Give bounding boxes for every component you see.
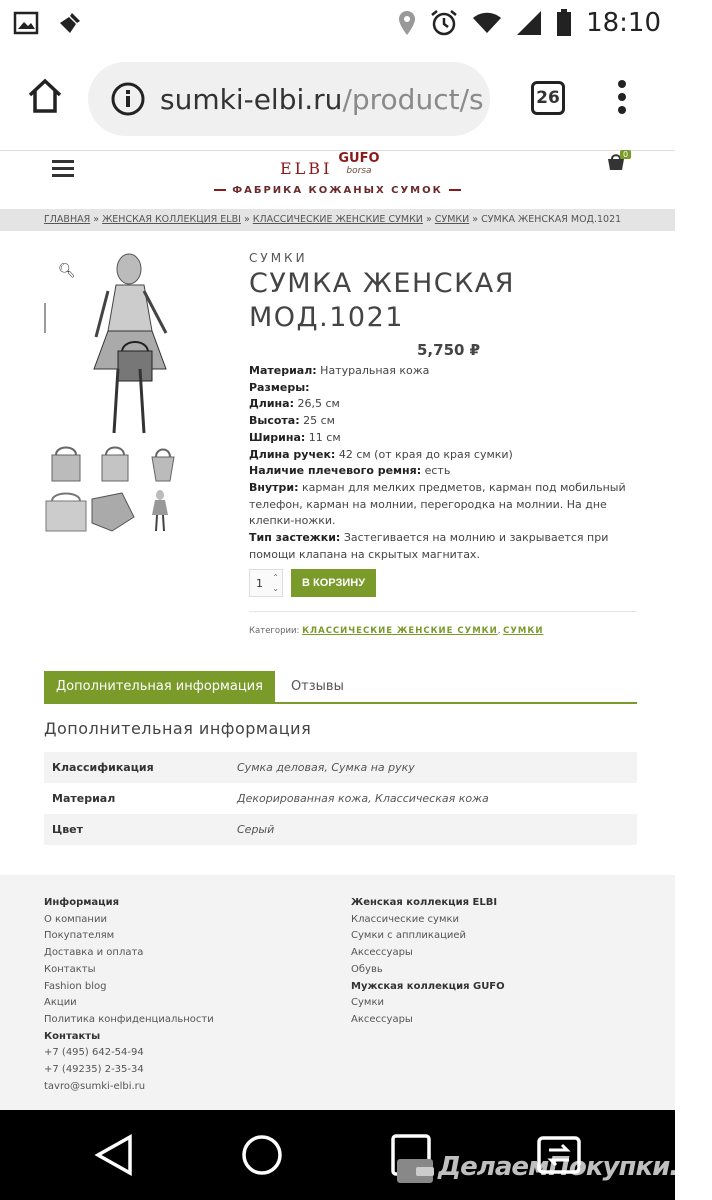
footer-link[interactable]: +7 (495) 642-54-94 xyxy=(44,1047,144,1059)
logo-gufo: GUFO borsa xyxy=(338,151,380,176)
spec-line: Материал: Натуральная кожа xyxy=(249,364,430,377)
table-row: Цвет Серый xyxy=(44,814,637,845)
cart-count-badge: 0 xyxy=(620,150,631,159)
footer-link[interactable]: Fashion blog xyxy=(44,980,107,992)
breadcrumb-home[interactable]: ГЛАВНАЯ xyxy=(44,214,91,225)
divider xyxy=(249,611,637,612)
site-header xyxy=(0,151,675,209)
footer-heading: Мужская коллекция GUFO xyxy=(351,980,505,992)
table-row: Классификация Сумка деловая, Сумка на руку xyxy=(44,752,637,783)
wifi-icon xyxy=(472,11,502,35)
spec-line: Высота: 25 см xyxy=(249,414,335,428)
alarm-icon xyxy=(430,9,458,37)
breadcrumb-classic[interactable]: КЛАССИЧЕСКИЕ ЖЕНСКИЕ СУМКИ xyxy=(252,214,423,225)
breadcrumb: ГЛАВНАЯ » ЖЕНСКАЯ КОЛЛЕКЦИЯ ELBI » КЛАССИЧЕСКИЕ ЖЕНСКИЕ СУМКИ » СУМКИ » СУМКА ЖЕНСКАЯ МОД.1021 xyxy=(0,209,675,231)
footer-link[interactable]: tavro@sumki-elbi.ru xyxy=(44,1080,146,1092)
attributes-table xyxy=(44,752,637,845)
breadcrumb-current: СУМКА ЖЕНСКАЯ МОД.1021 xyxy=(481,214,622,225)
menu-dots-icon[interactable] xyxy=(617,80,627,114)
footer-link[interactable]: Покупателям xyxy=(44,930,115,942)
hamburger-menu-icon[interactable] xyxy=(52,156,74,181)
product-main-image[interactable] xyxy=(44,251,230,437)
add-to-cart-form xyxy=(249,569,639,597)
footer-link[interactable]: Сумки с аппликацией xyxy=(351,930,467,942)
footer-heading: Контакты xyxy=(44,1030,101,1042)
footer-link[interactable]: Аксессуары xyxy=(351,947,413,959)
thumbnail[interactable] xyxy=(92,489,136,533)
cart-button[interactable] xyxy=(606,150,629,175)
location-icon xyxy=(398,10,416,36)
product-categories: Категории: КЛАССИЧЕСКИЕ ЖЕНСКИЕ СУМКИ, СУМКИ xyxy=(249,626,544,637)
site-logo[interactable] xyxy=(280,151,380,178)
web-page xyxy=(0,150,675,1110)
additional-info-heading: Дополнительная информация xyxy=(44,719,312,738)
footer-link[interactable]: Сумки xyxy=(351,997,384,1009)
info-icon[interactable] xyxy=(110,81,146,117)
address-bar[interactable] xyxy=(88,62,490,136)
footer-column-info xyxy=(44,895,214,1095)
footer-link[interactable]: Контакты xyxy=(44,963,96,975)
url-path: /product/s xyxy=(342,82,484,116)
footer-link[interactable]: +7 (49235) 2-35-34 xyxy=(44,1064,144,1076)
table-row: Материал Декорированная кожа, Классическая кожа xyxy=(52,792,489,805)
spec-line: Длина: 26,5 см xyxy=(249,397,340,411)
spec-line: Внутри: карман для мелких предметов, карман под мобильный телефон, карман на молнии, перегородка на молнии. На дне клепки-ножки. xyxy=(249,480,626,528)
footer-link[interactable]: Акции xyxy=(44,997,77,1009)
thumbnail[interactable] xyxy=(140,441,184,485)
status-bar xyxy=(0,0,675,46)
thumbnail[interactable] xyxy=(92,441,136,485)
product-section xyxy=(0,231,675,641)
tab-additional-info[interactable]: Дополнительная информация xyxy=(44,671,275,702)
battery-icon xyxy=(556,9,572,37)
product-title: СУМКА ЖЕНСКАЯ МОД.1021 xyxy=(249,268,516,333)
spec-line: Длина ручек: 42 см (от края до края сумки) xyxy=(249,447,513,461)
url-host: sumki-elbi.ru xyxy=(160,82,343,116)
spec-line: Ширина: 11 см xyxy=(249,430,341,444)
thumbnail-list xyxy=(44,441,230,533)
product-info xyxy=(249,251,639,636)
product-description xyxy=(249,363,639,563)
browser-toolbar xyxy=(0,46,675,150)
spec-line: Размеры: xyxy=(249,380,310,394)
footer-heading: Информация xyxy=(44,897,119,908)
quantity-stepper[interactable]: 1 ⌃ ⌄ xyxy=(249,569,283,597)
add-to-cart-button[interactable]: В КОРЗИНУ xyxy=(291,569,376,597)
clock: 18:10 xyxy=(586,8,661,38)
footer-heading: Женская коллекция ELBI xyxy=(351,897,498,908)
tab-reviews[interactable]: Отзывы xyxy=(290,679,344,694)
category-link[interactable]: СУМКИ xyxy=(503,626,544,637)
footer-link[interactable]: Аксессуары xyxy=(351,1013,413,1025)
spec-line: Наличие плечевого ремня: есть xyxy=(249,464,451,478)
zoom-icon[interactable]: 🔍︎ xyxy=(58,263,76,279)
tab-switcher-button[interactable]: 26 xyxy=(531,81,565,115)
footer-link[interactable]: О компании xyxy=(44,913,107,925)
product-price: 5,750 ₽ xyxy=(417,341,481,359)
footer-link[interactable]: Политика конфиденциальности xyxy=(44,1013,214,1025)
thumbnail[interactable] xyxy=(44,489,88,533)
category-link[interactable]: КЛАССИЧЕСКИЕ ЖЕНСКИЕ СУМКИ xyxy=(302,626,498,637)
home-nav-icon[interactable] xyxy=(241,1134,283,1176)
image-icon xyxy=(14,12,38,34)
thumbnail[interactable] xyxy=(44,441,88,485)
footer-link[interactable]: Доставка и оплата xyxy=(44,947,144,959)
thumbnail[interactable] xyxy=(140,489,184,533)
cleaner-icon xyxy=(58,11,82,35)
breadcrumb-collection[interactable]: ЖЕНСКАЯ КОЛЛЕКЦИЯ ELBI xyxy=(102,214,241,225)
home-icon[interactable] xyxy=(27,78,63,114)
product-gallery xyxy=(44,251,230,533)
footer-link[interactable]: Обувь xyxy=(351,963,383,975)
back-icon[interactable] xyxy=(94,1134,134,1176)
site-tagline: ФАБРИКА КОЖАНЫХ СУМОК xyxy=(0,185,675,196)
footer-link[interactable]: Классические сумки xyxy=(351,913,460,925)
signal-icon xyxy=(516,10,542,36)
watermark: ДелаемПокупки.Ру xyxy=(438,1152,712,1182)
site-footer xyxy=(0,875,675,1111)
wallet-icon xyxy=(396,1157,436,1185)
spec-line: Тип застежки: Застегивается на молнию и закрывается при помощи клапана на скрытых магнитах. xyxy=(249,531,609,561)
breadcrumb-bags[interactable]: СУМКИ xyxy=(434,214,470,225)
logo-elbi: ELBI xyxy=(280,159,333,178)
footer-column-collections xyxy=(351,895,505,1029)
product-tabs xyxy=(44,671,637,704)
product-category: СУМКИ xyxy=(249,251,308,265)
